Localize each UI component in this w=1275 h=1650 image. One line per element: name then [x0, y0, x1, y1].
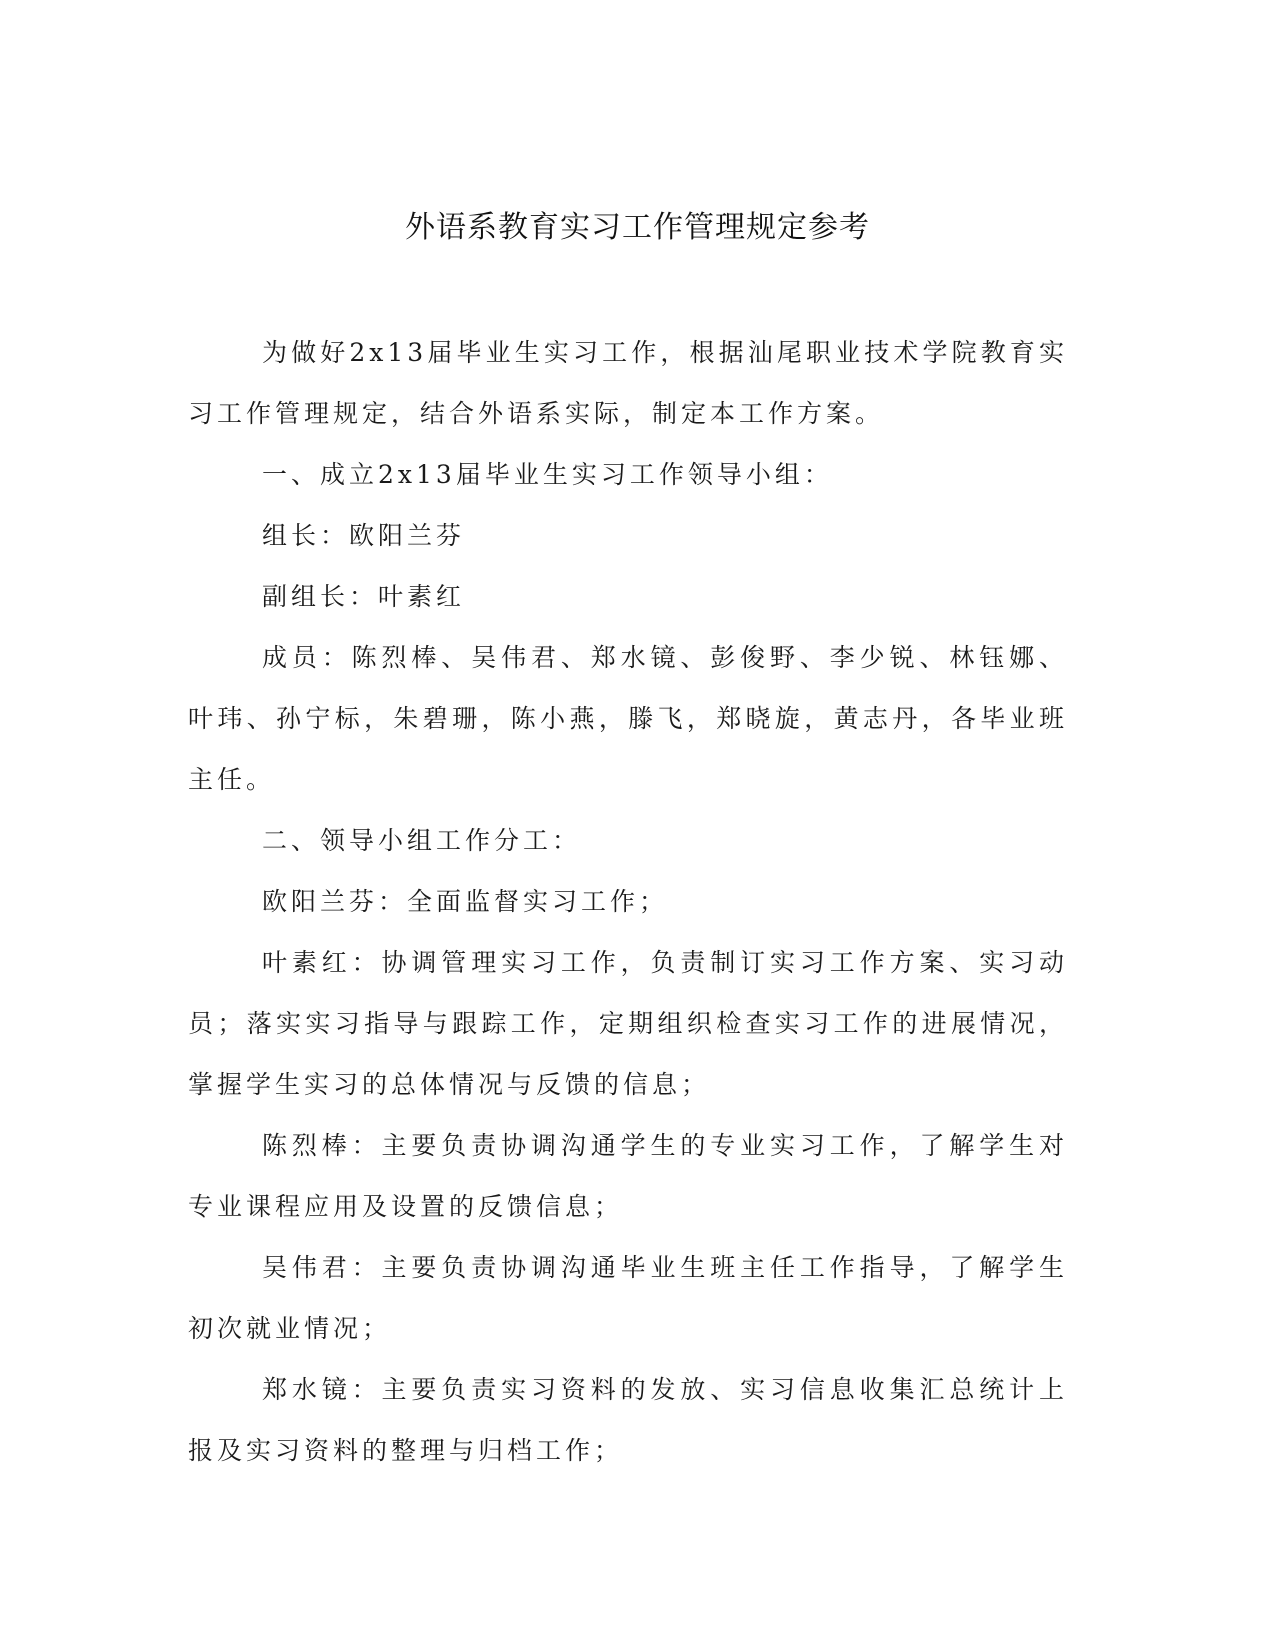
- paragraph-duty-ouyang: 欧阳兰芬：全面监督实习工作；: [262, 887, 669, 916]
- paragraph-section-1-heading: 一、成立2x13届毕业生实习工作领导小组：: [262, 460, 833, 489]
- document-body: [188, 322, 1068, 1481]
- paragraph-section-2-heading: 二、领导小组工作分工：: [262, 826, 582, 855]
- paragraph-duty-zheng: 郑水镜：主要负责实习资料的发放、实习信息收集汇总统计上报及实习资料的整理与归档工作；: [188, 1375, 1068, 1465]
- paragraph-members: 成员：陈烈棒、吴伟君、郑水镜、彭俊野、李少锐、林钰娜、叶玮、孙宁标，朱碧珊，陈小燕，滕飞，郑晓旋，黄志丹，各毕业班主任。: [188, 643, 1068, 794]
- document-title: 外语系教育实习工作管理规定参考: [405, 210, 870, 245]
- paragraph-deputy-leader: 副组长：叶素红: [262, 582, 466, 611]
- paragraph-group-leader: 组长：欧阳兰芬: [262, 521, 466, 550]
- paragraph-duty-wu: 吴伟君：主要负责协调沟通毕业生班主任工作指导，了解学生初次就业情况；: [188, 1253, 1068, 1343]
- paragraph-duty-chen: 陈烈棒：主要负责协调沟通学生的专业实习工作，了解学生对专业课程应用及设置的反馈信息；: [188, 1131, 1068, 1221]
- paragraph-intro: 为做好2x13届毕业生实习工作，根据汕尾职业技术学院教育实习工作管理规定，结合外语系实际，制定本工作方案。: [188, 338, 1068, 428]
- paragraph-duty-ye: 叶素红：协调管理实习工作，负责制订实习工作方案、实习动员；落实实习指导与跟踪工作，定期组织检查实习工作的进展情况，掌握学生实习的总体情况与反馈的信息；: [188, 948, 1068, 1099]
